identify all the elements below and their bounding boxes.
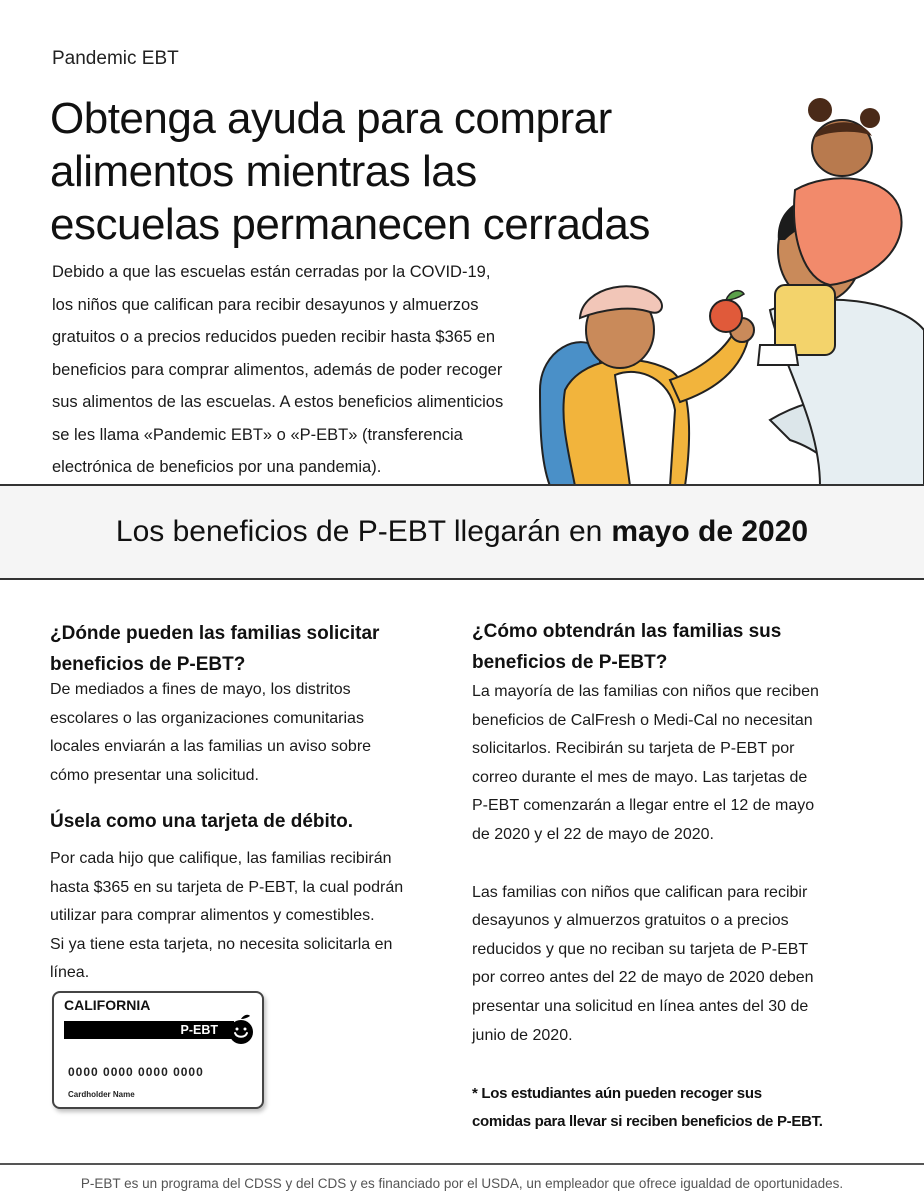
how-obtain-heading bbox=[472, 616, 872, 678]
how-obtain-text bbox=[472, 678, 872, 850]
text-line: beneficios de CalFresh o Medi-Cal no necesitan bbox=[472, 711, 813, 729]
text-line: escolares o las organizaciones comunitarias bbox=[50, 709, 364, 727]
students-note bbox=[472, 1080, 872, 1136]
text-line: correo durante el mes de mayo. Las tarjetas de bbox=[472, 768, 808, 786]
heading-line: ¿Cómo obtendrán las familias sus bbox=[472, 621, 782, 642]
text-line: Si ya tiene esta tarjeta, no necesita solicitarla en bbox=[50, 935, 393, 953]
card-holder: Cardholder Name bbox=[68, 1090, 135, 1099]
heading-line: beneficios de P-EBT? bbox=[472, 652, 668, 673]
text-line: Las familias con niños que califican para recibir bbox=[472, 883, 808, 901]
eyebrow-label: Pandemic EBT bbox=[52, 48, 179, 69]
text-line: P-EBT comenzarán a llegar entre el 12 de mayo bbox=[472, 797, 815, 815]
text-line: de 2020 y el 22 de mayo de 2020. bbox=[472, 825, 714, 843]
arrival-banner bbox=[0, 484, 924, 580]
intro-line: sus alimentos de las escuelas. A estos beneficios alimenticios bbox=[52, 393, 504, 411]
text-line: reducidos y que no reciban su tarjeta de P-EBT bbox=[472, 940, 809, 958]
card-number: 0000 0000 0000 0000 bbox=[68, 1065, 204, 1079]
apple-icon bbox=[710, 300, 742, 332]
intro-line: se les llama «Pandemic EBT» o «P-EBT» (transferencia bbox=[52, 425, 463, 444]
text-line: cómo presentar una solicitud. bbox=[50, 766, 259, 784]
banner-text: Los beneficios de P-EBT llegarán en bbox=[115, 515, 603, 548]
text-line: desayunos y almuerzos gratuitos o a precios bbox=[472, 912, 789, 930]
intro-line: los niños que califican para recibir desayunos y almuerzos bbox=[52, 295, 479, 314]
title-line: alimentos mientras las bbox=[50, 147, 477, 196]
text-line: Por cada hijo que califique, las familias recibirán bbox=[50, 850, 392, 867]
banner-emphasis: mayo de 2020 bbox=[611, 515, 809, 548]
text-line: La mayoría de las familias con niños que reciben bbox=[472, 683, 819, 700]
title-line: Obtenga ayuda para comprar bbox=[50, 94, 612, 143]
card-state: CALIFORNIA bbox=[64, 997, 151, 1013]
right-column bbox=[472, 616, 872, 1136]
intro-line: gratuitos o a precios reducidos pueden recibir hasta $365 en bbox=[52, 328, 496, 346]
where-apply-text bbox=[50, 676, 371, 790]
note-line: * Los estudiantes aún pueden recoger sus bbox=[472, 1085, 762, 1103]
card-brand: P-EBT bbox=[180, 1023, 218, 1037]
text-line: hasta $365 en su tarjeta de P-EBT, la cual podrán bbox=[50, 878, 404, 896]
heading-line: beneficios de P-EBT? bbox=[50, 654, 246, 675]
apple-leaf bbox=[726, 291, 744, 300]
intro-line: Debido a que las escuelas están cerradas por la COVID-19, bbox=[52, 263, 491, 281]
debit-card-text bbox=[50, 845, 403, 988]
apply-online-text bbox=[472, 879, 872, 1051]
text-line: por correo antes del 22 de mayo de 2020 deben bbox=[472, 969, 814, 987]
text-line: junio de 2020. bbox=[472, 1026, 573, 1044]
girl-hair-bun bbox=[860, 108, 880, 128]
girl-shoe bbox=[758, 345, 798, 365]
text-line: locales enviarán a las familias un aviso sobre bbox=[50, 738, 372, 756]
girl-hair-bun bbox=[808, 98, 832, 122]
heading-line: ¿Dónde pueden las familias solicitar bbox=[50, 623, 380, 644]
title-line: escuelas permanecen cerradas bbox=[50, 200, 650, 249]
text-line: utilizar para comprar alimentos y comestibles. bbox=[50, 907, 375, 925]
pebt-card-image bbox=[52, 991, 264, 1109]
left-column bbox=[50, 618, 450, 982]
where-apply-heading bbox=[50, 618, 450, 680]
intro-line: beneficios para comprar alimentos, además de poder recoger bbox=[52, 360, 503, 379]
text-line: De mediados a fines de mayo, los distritos bbox=[50, 681, 351, 698]
apple-smile-icon bbox=[226, 1013, 256, 1045]
note-line: comidas para llevar si reciben beneficios de P-EBT. bbox=[472, 1113, 823, 1131]
family-illustration bbox=[520, 90, 924, 486]
debit-card-heading: Úsela como una tarjeta de débito. bbox=[50, 811, 354, 832]
footer-disclaimer: P-EBT es un programa del CDSS y del CDS y es financiado por el USDA, un empleador que ofrece igualdad de oportunidades. bbox=[0, 1163, 924, 1202]
girl-body bbox=[794, 178, 902, 285]
intro-line: electrónica de beneficios por una pandemia). bbox=[52, 458, 382, 476]
text-line: línea. bbox=[50, 964, 90, 982]
text-line: presentar una solicitud en línea antes del 30 de bbox=[472, 997, 809, 1015]
intro-paragraph bbox=[52, 256, 532, 484]
text-line: solicitarlos. Recibirán su tarjeta de P-EBT por bbox=[472, 740, 795, 758]
